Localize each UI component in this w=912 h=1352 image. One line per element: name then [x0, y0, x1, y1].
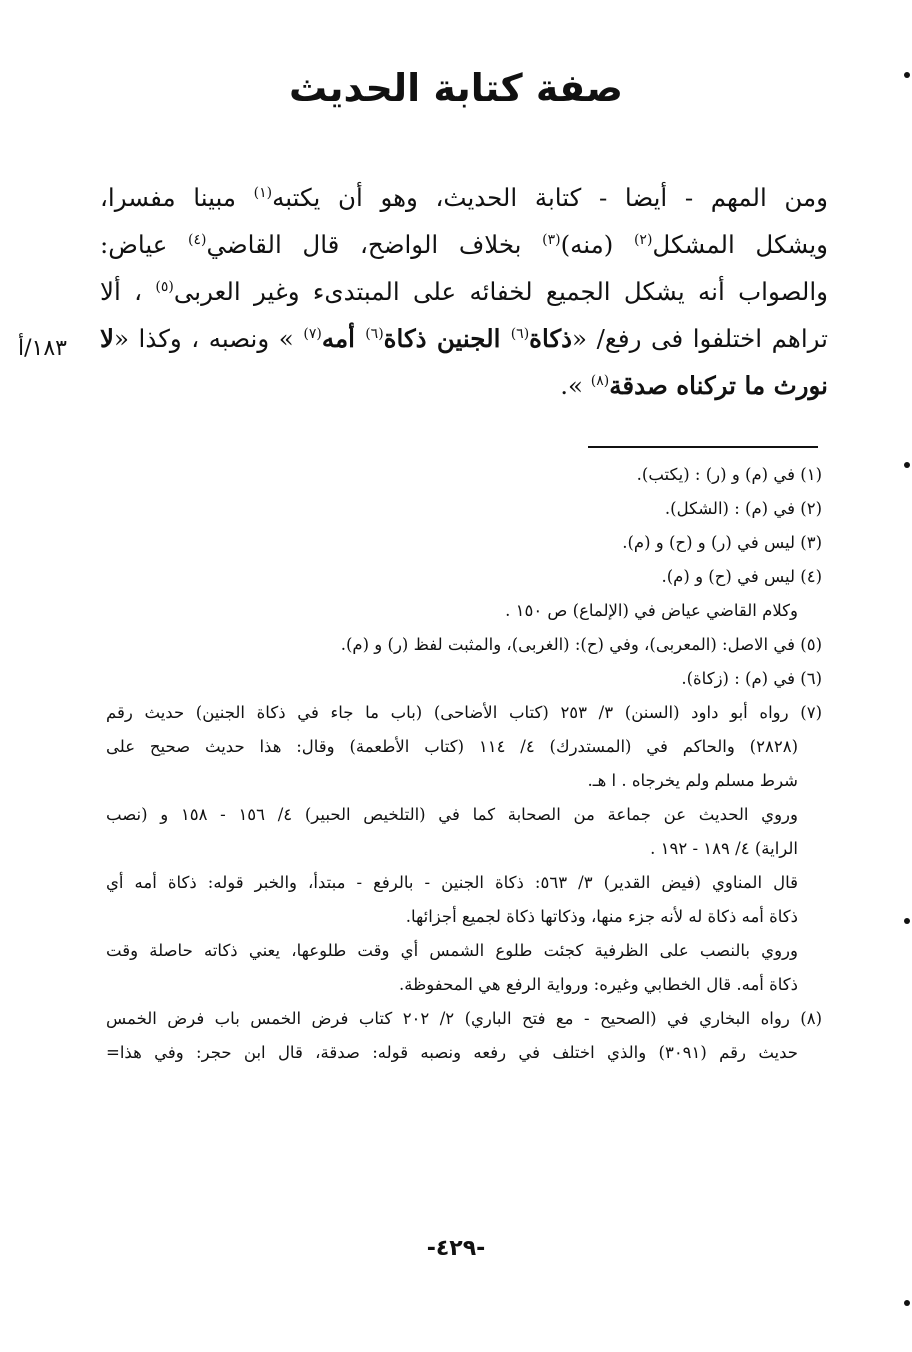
footnote-line: ذكاة أمه. قال الخطابي وغيره: ورواية الرفع هي المحفوظة.: [399, 975, 798, 994]
hadith-text: نورث ما تركناه صدقة: [609, 371, 828, 400]
footnote-ref: (٥): [155, 278, 174, 295]
footnote-ref: (٨): [590, 372, 610, 389]
footnote-line: ذكاة أمه ذكاة له لأنه جزء منها، وذكاتها ذكاة لجميع أجزائها.: [405, 907, 798, 926]
text-run: بخلاف الواضح، قال القاضي: [206, 230, 543, 259]
footnote-line: (٣) ليس في (ر) و (ح) و (م).: [622, 533, 822, 552]
main-text: [100, 174, 828, 409]
footnote-line: (٦) في (م) : (زكاة).: [681, 669, 822, 688]
text-run: ويشكل المشكل: [652, 230, 828, 259]
margin-folio-note: ١٨٣/أ: [18, 336, 67, 361]
hadith-text: أمه: [321, 324, 366, 353]
text-run: مبينا مفسرا،: [100, 183, 254, 212]
hadith-text: ذكاة: [529, 324, 573, 353]
body-line: [100, 362, 828, 409]
footnote-line: (٢٨٢٨) والحاكم في (المستدرك) ٤/ ١١٤ (كتاب الأطعمة) وقال: هذا حديث صحيح على: [106, 737, 799, 756]
footnotes: [106, 458, 822, 1070]
body-line: [100, 174, 828, 221]
body-line: [100, 268, 828, 315]
footnote-line: (٥) في الاصل: (المعربى)، وفي (ح): (الغربى)، والمثبت لفظ (ر) و (م).: [340, 635, 822, 654]
footnote-ref: (٤): [187, 231, 207, 248]
footnote-line: وكلام القاضي عياض في (الإلماع) ص ١٥٠ .: [505, 601, 798, 620]
footnote-line: الراية) ٤/ ١٨٩ - ١٩٢ .: [650, 839, 798, 858]
text-run: ومن المهم - أيضا - كتابة الحديث، وهو أن يكتبه: [272, 183, 828, 212]
text-run: (منه): [560, 230, 634, 259]
text-run: تراهم اختلفوا فى رفع/ «: [572, 324, 828, 353]
footnote-ref: (٦): [365, 325, 384, 342]
footnote-separator: [588, 446, 818, 448]
footnote-ref: (٦): [510, 325, 530, 342]
text-run: عياض:: [100, 230, 188, 259]
text-run: ، ألا: [100, 277, 156, 306]
text-run: والصواب أنه يشكل الجميع لخفائه على المبتدىء وغير العربى: [173, 277, 828, 306]
edge-mark: [904, 918, 910, 924]
footnote-line: وروي بالنصب على الظرفية كجئت طلوع الشمس أي وقت طلوعها، يعني ذكاته حاصلة وقت: [106, 941, 798, 960]
page-title: صفة كتابة الحديث: [289, 66, 623, 110]
hadith-text: الجنين ذكاة: [383, 324, 511, 353]
footnote-line: (٤) ليس في (ح) و (م).: [661, 567, 822, 586]
page-number: -٤٢٩-: [426, 1236, 486, 1261]
footnote-line: وروي الحديث عن جماعة من الصحابة كما في (التلخيص الحبير) ٤/ ١٥٦ - ١٥٨ و (نصب: [106, 805, 798, 824]
footnote-line: حديث رقم (٣٠٩١) والذي اختلف في رفعه ونصبه قوله: صدقة، قال ابن حجر: وفي هذا=: [106, 1043, 798, 1062]
body-line: [100, 315, 828, 362]
footnote-line: (٢) في (م) : (الشكل).: [664, 499, 822, 518]
footnote-line: قال المناوي (فيض القدير) ٣/ ٥٦٣: ذكاة الجنين - بالرفع - مبتدأ، والخبر قوله: ذكاة أمه أي: [106, 873, 798, 892]
footnote-line: (٧) رواه أبو داود (السنن) ٣/ ٢٥٣ (كتاب الأضاحى) (باب ما جاء في ذكاة الجنين) حديث رقم: [106, 703, 822, 722]
footnote-ref: (١): [253, 184, 273, 201]
edge-mark: [904, 462, 910, 468]
footnote-ref: (٣): [542, 231, 561, 248]
footnote-line: (٨) رواه البخاري في (الصحيح - مع فتح الباري) ٢/ ٢٠٢ كتاب فرض الخمس باب فرض الخمس: [106, 1009, 822, 1028]
edge-mark: [904, 1300, 910, 1306]
body-line: [100, 221, 828, 268]
footnote-ref: (٧): [303, 325, 322, 342]
footnote-ref: (٢): [633, 231, 653, 248]
hadith-text: لا: [100, 324, 114, 353]
footnote-line: (١) في (م) و (ر) : (يكتب).: [636, 465, 822, 484]
text-run: » ونصبه ، وكذا «: [113, 324, 304, 353]
text-run: ».: [560, 371, 591, 400]
footnote-line: شرط مسلم ولم يخرجاه . ا هـ.: [587, 771, 798, 790]
